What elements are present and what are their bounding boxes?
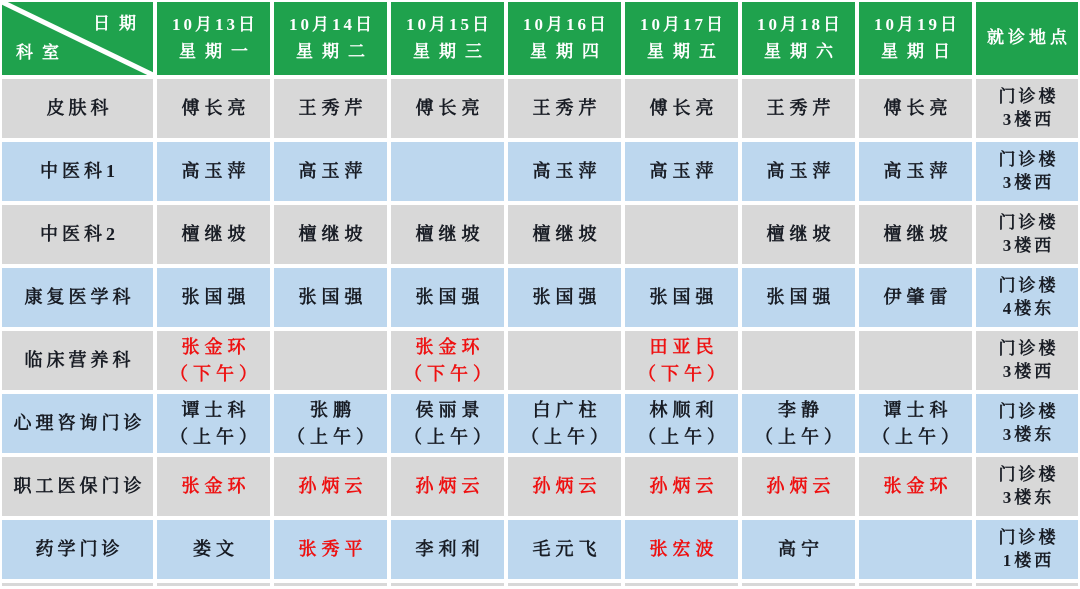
location-header: [976, 2, 1078, 75]
day-header-sun: [859, 2, 972, 75]
location-line: 4楼东: [1002, 298, 1055, 318]
schedule-cell: [508, 142, 621, 201]
doctor-name: 娄文: [193, 539, 239, 560]
schedule-cell: [508, 331, 621, 390]
location-line: 门诊楼: [998, 527, 1059, 547]
department-label: 心理咨询门诊: [13, 413, 146, 434]
doctor-name: 张国强: [649, 287, 719, 308]
corner-label-department: 科室: [16, 42, 68, 62]
department-label: 药学门诊: [35, 539, 124, 560]
doctor-name: 傅长亮: [883, 98, 953, 119]
day-weekday: 星期四: [530, 41, 608, 61]
department-cell: [2, 205, 153, 264]
schedule-cell: [274, 331, 387, 390]
location-line: 3楼西: [1002, 109, 1055, 129]
location-header-label: 就诊地点: [987, 28, 1071, 48]
day-header-tue: [274, 2, 387, 75]
schedule-cell: [625, 331, 738, 390]
schedule-cell: [859, 79, 972, 138]
doctor-name: 王秀芹: [532, 98, 602, 119]
schedule-cell: [625, 457, 738, 516]
schedule-cell: [274, 457, 387, 516]
day-weekday: 星期三: [413, 41, 491, 61]
schedule-cell: [859, 394, 972, 453]
doctor-name: （上午）: [521, 426, 613, 447]
schedule-cell: [625, 268, 738, 327]
location-cell: [976, 331, 1078, 390]
schedule-cell: [742, 142, 855, 201]
location-line: 3楼东: [1002, 424, 1055, 444]
cutoff-row-sliver: [274, 583, 387, 586]
department-label: 中医科2: [40, 224, 119, 245]
schedule-cell: [157, 79, 270, 138]
schedule-cell: [508, 520, 621, 579]
doctor-name: 檀继坡: [532, 224, 602, 245]
schedule-cell: [391, 142, 504, 201]
location-cell: [976, 142, 1078, 201]
schedule-cell: [625, 394, 738, 453]
doctor-name: 高玉萍: [181, 161, 251, 182]
schedule-cell: [859, 331, 972, 390]
doctor-name: 孙炳云: [532, 476, 602, 497]
doctor-name: 谭士科: [883, 400, 953, 421]
department-label: 职工医保门诊: [13, 476, 146, 497]
cutoff-row-sliver: [2, 583, 153, 586]
location-line: 门诊楼: [998, 464, 1059, 484]
doctor-name: 张国强: [415, 287, 485, 308]
schedule-cell: [859, 520, 972, 579]
doctor-name: 檀继坡: [181, 224, 251, 245]
doctor-name: （下午）: [170, 363, 262, 384]
schedule-cell: [508, 457, 621, 516]
doctor-name: 王秀芹: [766, 98, 836, 119]
doctor-name: 张金环: [883, 476, 953, 497]
cutoff-row-sliver: [625, 583, 738, 586]
day-weekday: 星期五: [647, 41, 725, 61]
day-date: 10月16日: [523, 15, 609, 35]
doctor-name: 高宁: [778, 539, 824, 560]
doctor-name: 檀继坡: [766, 224, 836, 245]
schedule-cell: [625, 79, 738, 138]
doctor-name: 张金环: [181, 337, 251, 358]
doctor-name: 高玉萍: [883, 161, 953, 182]
location-line: 门诊楼: [998, 275, 1059, 295]
doctor-name: 孙炳云: [766, 476, 836, 497]
doctor-name: 侯丽景: [415, 400, 485, 421]
location-line: 3楼西: [1002, 235, 1055, 255]
doctor-name: 伊肇雷: [883, 287, 953, 308]
day-header-mon: [157, 2, 270, 75]
doctor-name: 张金环: [181, 476, 251, 497]
schedule-cell: [274, 79, 387, 138]
doctor-name: （上午）: [170, 426, 262, 447]
day-header-thu: [508, 2, 621, 75]
doctor-name: 孙炳云: [415, 476, 485, 497]
schedule-cell: [508, 394, 621, 453]
location-cell: [976, 457, 1078, 516]
location-line: 门诊楼: [998, 401, 1059, 421]
location-line: 3楼西: [1002, 361, 1055, 381]
schedule-cell: [625, 205, 738, 264]
doctor-name: （上午）: [404, 426, 496, 447]
location-line: 门诊楼: [998, 149, 1059, 169]
schedule-cell: [274, 268, 387, 327]
schedule-cell: [742, 79, 855, 138]
department-cell: [2, 142, 153, 201]
schedule-cell: [391, 520, 504, 579]
schedule-cell: [859, 205, 972, 264]
doctor-name: 张国强: [532, 287, 602, 308]
doctor-name: 高玉萍: [532, 161, 602, 182]
schedule-cell: [157, 205, 270, 264]
schedule-cell: [274, 520, 387, 579]
schedule-cell: [742, 268, 855, 327]
doctor-name: 檀继坡: [883, 224, 953, 245]
schedule-cell: [391, 457, 504, 516]
department-cell: [2, 79, 153, 138]
day-date: 10月13日: [172, 15, 258, 35]
department-cell: [2, 268, 153, 327]
doctor-name: 张国强: [298, 287, 368, 308]
doctor-name: 张国强: [181, 287, 251, 308]
location-line: 门诊楼: [998, 86, 1059, 106]
location-cell: [976, 79, 1078, 138]
day-date: 10月17日: [640, 15, 726, 35]
doctor-name: （上午）: [638, 426, 730, 447]
day-date: 10月18日: [757, 15, 843, 35]
doctor-name: 孙炳云: [649, 476, 719, 497]
doctor-name: （上午）: [287, 426, 379, 447]
schedule-cell: [508, 205, 621, 264]
doctor-name: （下午）: [404, 363, 496, 384]
schedule-cell: [157, 268, 270, 327]
doctor-name: 孙炳云: [298, 476, 368, 497]
doctor-name: 白广柱: [532, 400, 602, 421]
day-date: 10月15日: [406, 15, 492, 35]
schedule-cell: [274, 205, 387, 264]
schedule-cell: [157, 331, 270, 390]
doctor-name: 王秀芹: [298, 98, 368, 119]
day-header-fri: [625, 2, 738, 75]
schedule-cell: [742, 457, 855, 516]
location-cell: [976, 268, 1078, 327]
doctor-name: 张国强: [766, 287, 836, 308]
location-line: 3楼东: [1002, 487, 1055, 507]
day-weekday: 星期日: [881, 41, 959, 61]
location-cell: [976, 520, 1078, 579]
department-label: 皮肤科: [46, 98, 113, 119]
schedule-cell: [742, 520, 855, 579]
day-weekday: 星期六: [764, 41, 842, 61]
doctor-name: （上午）: [872, 426, 964, 447]
schedule-cell: [157, 142, 270, 201]
schedule-cell: [391, 79, 504, 138]
day-date: 10月14日: [289, 15, 375, 35]
department-label: 临床营养科: [24, 350, 135, 371]
corner-label-date: 日期: [93, 14, 145, 33]
schedule-cell: [508, 79, 621, 138]
doctor-name: 谭士科: [181, 400, 251, 421]
schedule-cell: [157, 394, 270, 453]
doctor-name: 张宏波: [649, 539, 719, 560]
cutoff-row-sliver: [157, 583, 270, 586]
doctor-name: 高玉萍: [298, 161, 368, 182]
schedule-cell: [274, 142, 387, 201]
day-date: 10月19日: [874, 15, 960, 35]
schedule-cell: [742, 205, 855, 264]
schedule-cell: [859, 268, 972, 327]
department-cell: [2, 331, 153, 390]
schedule-cell: [508, 268, 621, 327]
department-label: 康复医学科: [24, 287, 135, 308]
corner-header-cell: [2, 2, 153, 75]
department-cell: [2, 457, 153, 516]
doctor-name: 高玉萍: [649, 161, 719, 182]
cutoff-row-sliver: [976, 583, 1078, 586]
department-cell: [2, 394, 153, 453]
cutoff-row-sliver: [508, 583, 621, 586]
location-line: 门诊楼: [998, 338, 1059, 358]
schedule-cell: [274, 394, 387, 453]
doctor-name: 李利利: [415, 539, 485, 560]
schedule-cell: [742, 331, 855, 390]
doctor-name: 檀继坡: [298, 224, 368, 245]
doctor-name: 李静: [778, 400, 824, 421]
doctor-name: 张金环: [415, 337, 485, 358]
location-cell: [976, 394, 1078, 453]
schedule-cell: [859, 142, 972, 201]
doctor-name: 傅长亮: [415, 98, 485, 119]
location-line: 门诊楼: [998, 212, 1059, 232]
doctor-name: 檀继坡: [415, 224, 485, 245]
schedule-cell: [157, 520, 270, 579]
doctor-name: 张鹏: [310, 400, 356, 421]
cutoff-row-sliver: [859, 583, 972, 586]
location-line: 3楼西: [1002, 172, 1055, 192]
schedule-cell: [391, 205, 504, 264]
schedule-cell: [391, 331, 504, 390]
schedule-cell: [157, 457, 270, 516]
schedule-cell: [391, 394, 504, 453]
schedule-cell: [859, 457, 972, 516]
cutoff-row-sliver: [391, 583, 504, 586]
doctor-name: 高玉萍: [766, 161, 836, 182]
doctor-name: （下午）: [638, 363, 730, 384]
schedule-cell: [391, 268, 504, 327]
location-cell: [976, 205, 1078, 264]
doctor-name: 傅长亮: [649, 98, 719, 119]
schedule-cell: [625, 142, 738, 201]
schedule-cell: [625, 520, 738, 579]
doctor-name: 傅长亮: [181, 98, 251, 119]
doctor-name: 林顺利: [649, 400, 719, 421]
doctor-name: 毛元飞: [532, 539, 602, 560]
doctor-name: （上午）: [755, 426, 847, 447]
schedule-cell: [742, 394, 855, 453]
day-header-sat: [742, 2, 855, 75]
department-cell: [2, 520, 153, 579]
doctor-name: 张秀平: [298, 539, 368, 560]
location-line: 1楼西: [1002, 550, 1055, 570]
cutoff-row-sliver: [742, 583, 855, 586]
day-weekday: 星期一: [179, 41, 257, 61]
day-weekday: 星期二: [296, 41, 374, 61]
doctor-name: 田亚民: [649, 337, 719, 358]
department-label: 中医科1: [40, 161, 119, 182]
day-header-wed: [391, 2, 504, 75]
